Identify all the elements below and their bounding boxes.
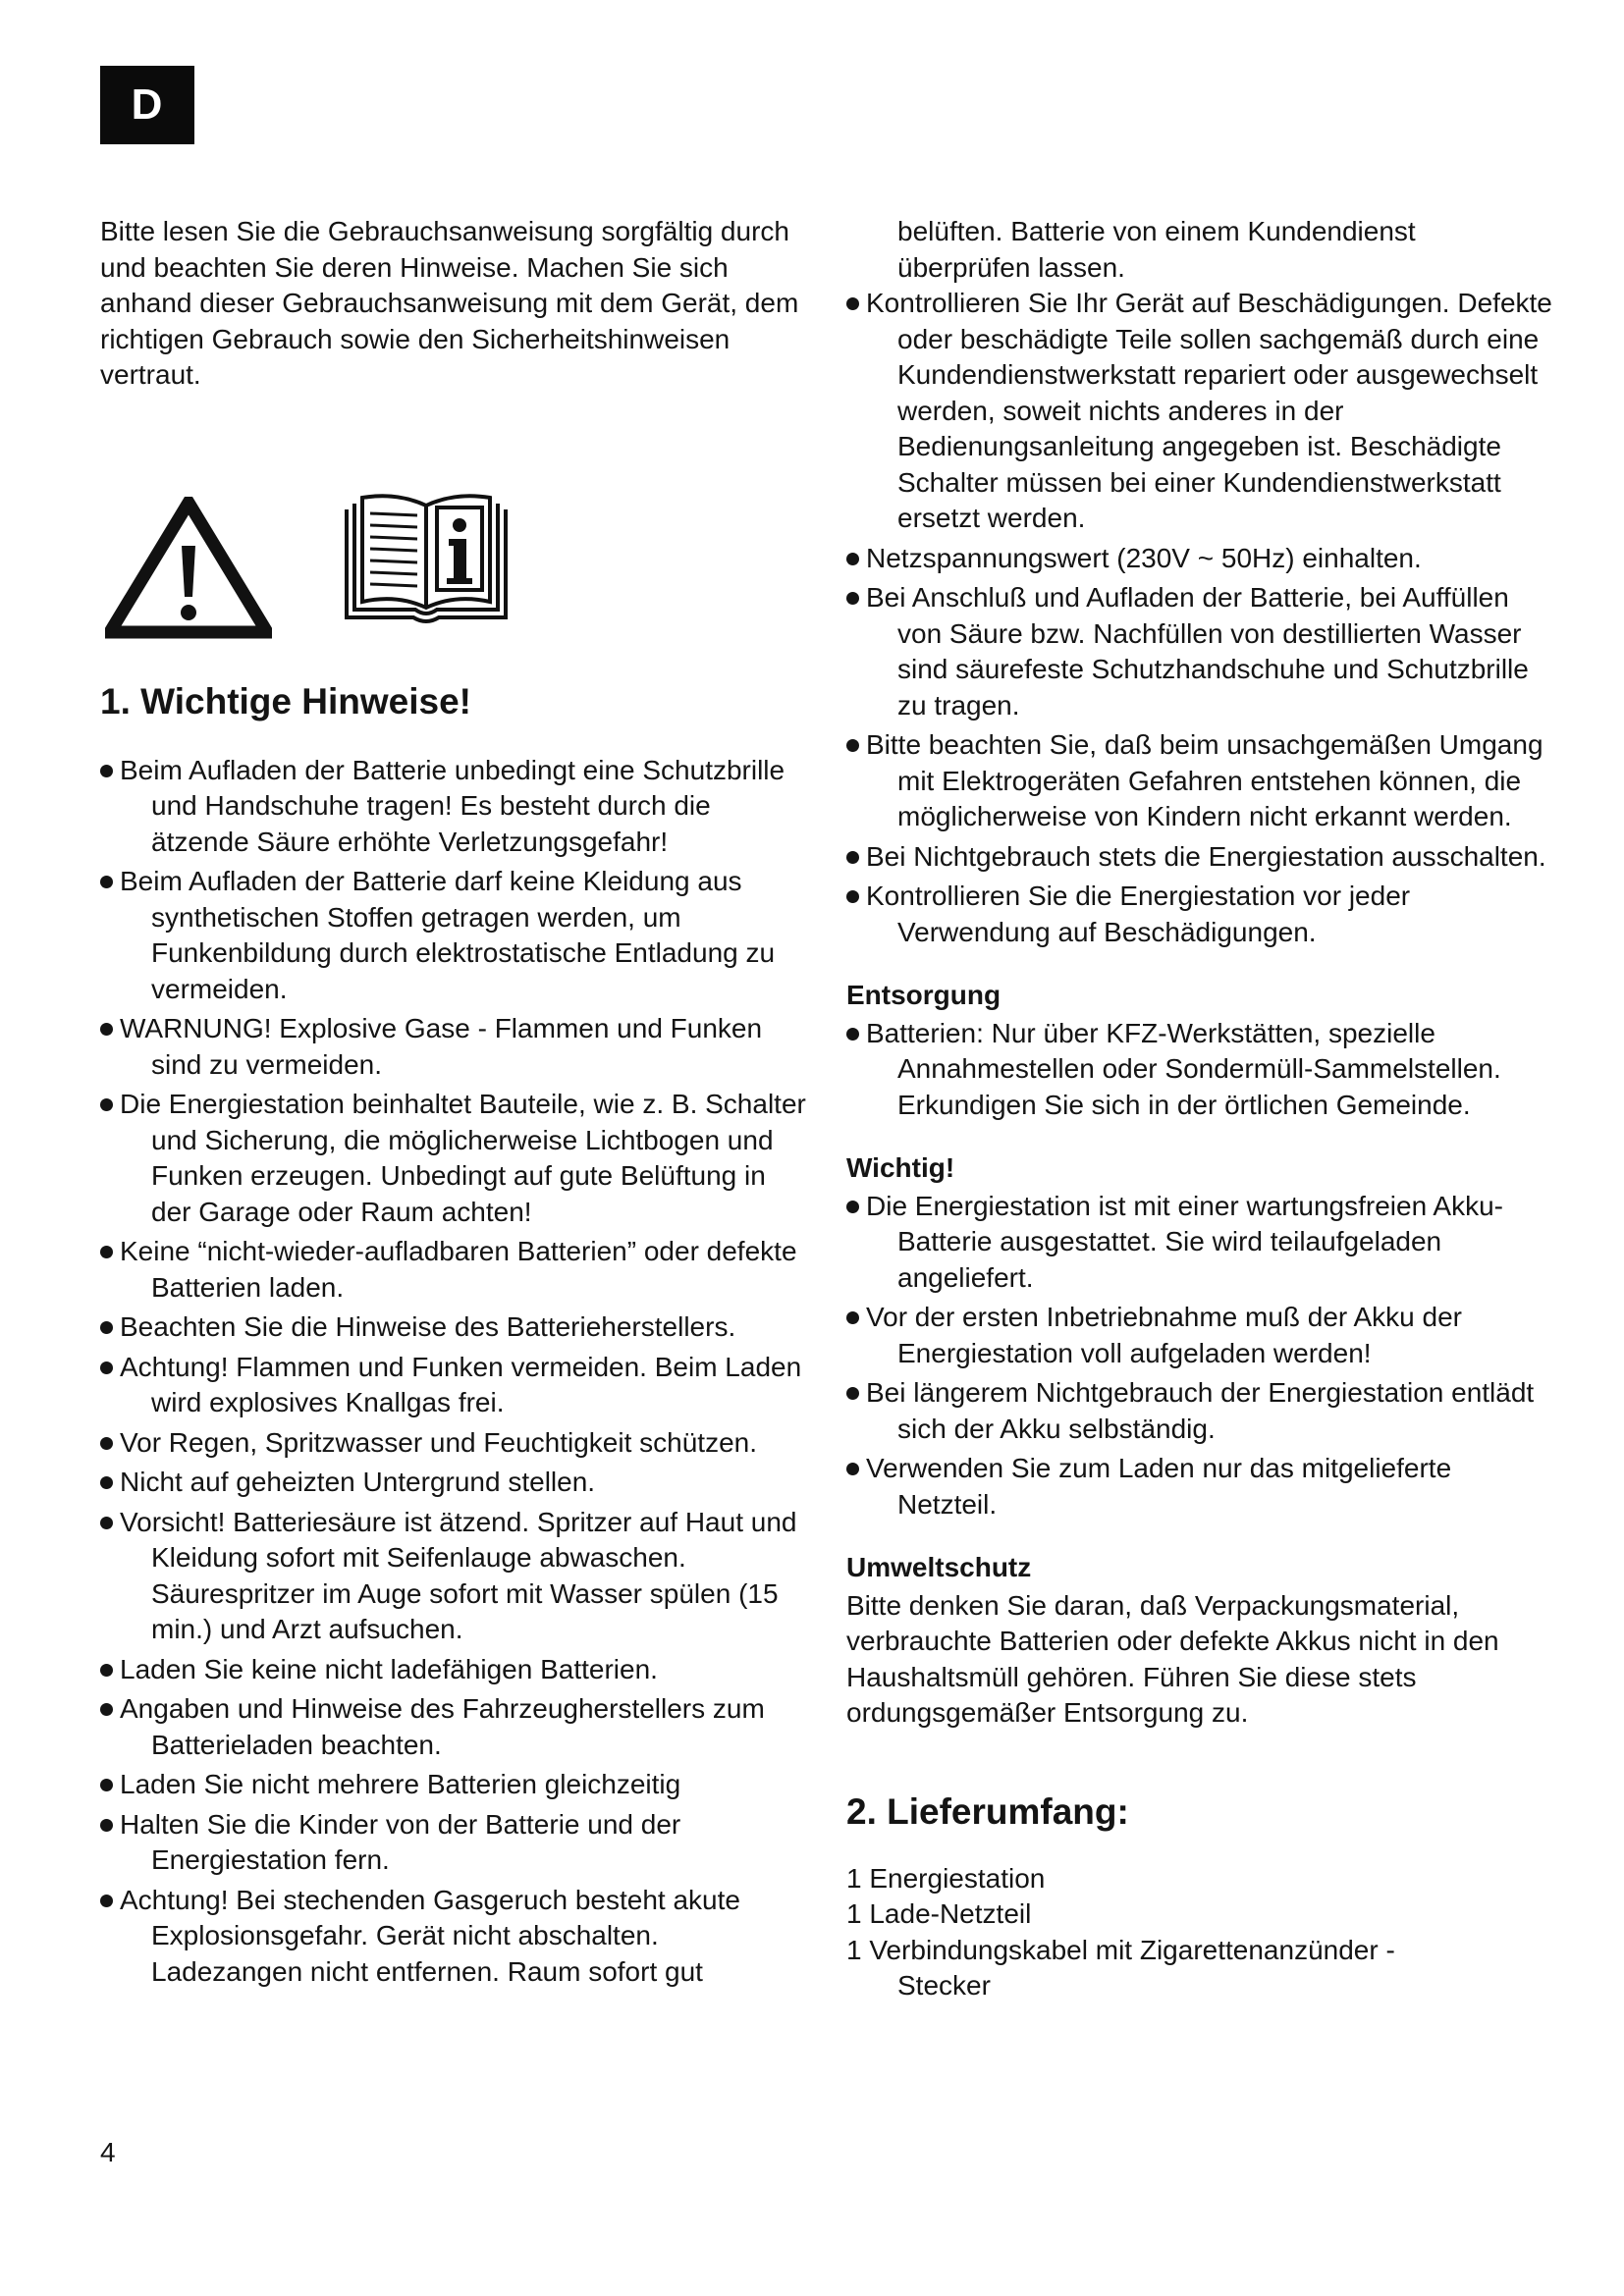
bullet-icon <box>100 1246 113 1258</box>
section1-title: 1. Wichtige Hinweise! <box>100 680 471 721</box>
list-item: Kontrollieren Sie Ihr Gerät auf Beschädigungen. Defekte oder beschädigte Teile sollen sachgemäß durch eine Kundendienstwerkstatt repariert oder ausgewechselt werden, soweit nichts anderes in der Bedienungsanleitung angegeben ist. Beschädigte Schalter müssen bei einer Kundendienstwerkstatt ersetzt werden. <box>846 286 1553 537</box>
list-item: Batterien: Nur über KFZ-Werkstätten, spezielle Annahmestellen oder Sondermüll-Sammelstellen. Erkundigen Sie sich in der örtlichen Gemeinde. <box>846 1016 1553 1124</box>
bullet-icon <box>100 1362 113 1374</box>
list-item: 1 Energiestation <box>846 1862 1046 1894</box>
bullet-icon <box>100 1098 113 1111</box>
entsorgung-heading: Entsorgung <box>846 980 1001 1010</box>
bullet-icon <box>100 1819 113 1832</box>
list-item: Kontrollieren Sie die Energiestation vor jeder Verwendung auf Beschädigungen. <box>846 879 1553 950</box>
bullet-icon <box>100 1321 113 1334</box>
bullet-icon <box>100 1703 113 1716</box>
section1-list <box>100 753 807 1991</box>
list-item: Keine “nicht-wieder-aufladbaren Batterien” oder defekte Batterien laden. <box>100 1234 807 1306</box>
umweltschutz-heading: Umweltschutz <box>846 1552 1032 1582</box>
bullet-icon <box>846 890 859 903</box>
right-column <box>846 214 1553 2004</box>
list-item: Halten Sie die Kinder von der Batterie und der Energiestation fern. <box>100 1807 807 1879</box>
list-item: Vorsicht! Batteriesäure ist ätzend. Spritzer auf Haut und Kleidung sofort mit Seifenlauge abwaschen. Säurespritzer im Auge sofort mit Wasser spülen (15 min.) und Arzt aufsuchen. <box>100 1505 807 1648</box>
bullet-icon <box>100 1437 113 1450</box>
bullet-icon <box>100 1476 113 1489</box>
entsorgung-list <box>846 1016 1553 1124</box>
bullet-icon <box>100 1895 113 1907</box>
list-item: WARNUNG! Explosive Gase - Flammen und Funken sind zu vermeiden. <box>100 1011 807 1083</box>
list-item: Nicht auf geheizten Untergrund stellen. <box>100 1465 807 1501</box>
list-item-continuation: Stecker <box>897 1970 991 2001</box>
bullet-icon <box>846 739 859 752</box>
safety-icons <box>100 492 807 639</box>
bullet-icon <box>846 592 859 605</box>
bullet-icon <box>100 1664 113 1677</box>
wichtig-heading: Wichtig! <box>846 1152 955 1183</box>
bullet-icon <box>846 1201 859 1213</box>
language-badge: D <box>100 66 194 144</box>
list-item: Die Energiestation ist mit einer wartungsfreien Akku-Batterie ausgestattet. Sie wird teilaufgeladen angeliefert. <box>846 1189 1553 1297</box>
bullet-icon <box>100 1023 113 1036</box>
lieferumfang-list <box>846 1861 1553 2004</box>
umweltschutz-text: Bitte denken Sie daran, daß Verpackungsmaterial, verbrauchte Batterien oder defekte Akkus nicht in den Haushaltsmüll gehören. Führen Sie diese stets ordungsgemäßer Entsorgung zu. <box>846 1589 1499 1728</box>
warning-triangle-icon <box>105 497 272 639</box>
list-item: Bei längerem Nichtgebrauch der Energiestation entlädt sich der Akku selbständig. <box>846 1375 1553 1447</box>
list-item: Laden Sie keine nicht ladefähigen Batterien. <box>100 1652 807 1688</box>
list-item: Beachten Sie die Hinweise des Batterieherstellers. <box>100 1309 807 1346</box>
bullet-icon <box>100 876 113 888</box>
left-column <box>100 214 807 1994</box>
bullet-icon <box>846 1311 859 1324</box>
list-item: 1 Lade-Netzteil <box>846 1898 1032 1929</box>
list-item: Vor der ersten Inbetriebnahme muß der Akku der Energiestation voll aufgeladen werden! <box>846 1300 1553 1371</box>
bullet-icon <box>100 1779 113 1791</box>
list-item: Angaben und Hinweise des Fahrzeugherstellers zum Batterieladen beachten. <box>100 1691 807 1763</box>
continued-item-text: belüften. Batterie von einem Kundendienst überprüfen lassen. <box>897 216 1416 283</box>
read-manual-book-icon <box>343 492 510 629</box>
list-item: Beim Aufladen der Batterie darf keine Kleidung aus synthetischen Stoffen getragen werden, um Funkenbildung durch elektrostatische Entladung zu vermeiden. <box>100 864 807 1007</box>
list-item: Achtung! Flammen und Funken vermeiden. Beim Laden wird explosives Knallgas frei. <box>100 1350 807 1421</box>
list-item: Laden Sie nicht mehrere Batterien gleichzeitig <box>100 1767 807 1803</box>
list-item: Achtung! Bei stechenden Gasgeruch besteht akute Explosionsgefahr. Gerät nicht abschalten. Ladezangen nicht entfernen. Raum sofort gut <box>100 1883 807 1991</box>
bullet-icon <box>846 851 859 864</box>
page-number: 4 <box>100 2137 116 2167</box>
bullet-icon <box>846 1463 859 1475</box>
list-item: 1 Verbindungskabel mit Zigarettenanzünder - Stecker <box>846 1933 1553 2004</box>
bullet-icon <box>100 765 113 777</box>
section1-list-continued <box>846 286 1553 950</box>
list-item: Netzspannungswert (230V ~ 50Hz) einhalten. <box>846 541 1553 577</box>
list-item: Beim Aufladen der Batterie unbedingt eine Schutzbrille und Handschuhe tragen! Es besteht durch die ätzende Säure erhöhte Verletzungsgefahr! <box>100 753 807 861</box>
bullet-icon <box>100 1517 113 1529</box>
wichtig-list <box>846 1189 1553 1523</box>
list-item: Verwenden Sie zum Laden nur das mitgelieferte Netzteil. <box>846 1451 1553 1522</box>
section2-title: 2. Lieferumfang: <box>846 1790 1129 1832</box>
list-item: Vor Regen, Spritzwasser und Feuchtigkeit schützen. <box>100 1425 807 1462</box>
bullet-icon <box>846 1028 859 1041</box>
bullet-icon <box>846 297 859 310</box>
list-item: Bei Nichtgebrauch stets die Energiestation ausschalten. <box>846 839 1553 876</box>
list-item: Die Energiestation beinhaltet Bauteile, wie z. B. Schalter und Sicherung, die möglicherweise Lichtbogen und Funken erzeugen. Unbedingt auf gute Belüftung in der Garage oder Raum achten! <box>100 1087 807 1230</box>
list-item: Bitte beachten Sie, daß beim unsachgemäßen Umgang mit Elektrogeräten Gefahren entstehen können, die möglicherweise von Kindern nicht erkannt werden. <box>846 727 1553 835</box>
bullet-icon <box>846 1387 859 1400</box>
bullet-icon <box>846 553 859 565</box>
intro-paragraph: Bitte lesen Sie die Gebrauchsanweisung sorgfältig durch und beachten Sie deren Hinweise. Machen Sie sich anhand dieser Gebrauchsanweisung mit dem Gerät, dem richtigen Gebrauch sowie den Sicherheitshinweisen vertraut. <box>100 216 799 390</box>
list-item: Bei Anschluß und Aufladen der Batterie, bei Auffüllen von Säure bzw. Nachfüllen von destillierten Wasser sind säurefeste Schutzhandschuhe und Schutzbrille zu tragen. <box>846 580 1553 723</box>
